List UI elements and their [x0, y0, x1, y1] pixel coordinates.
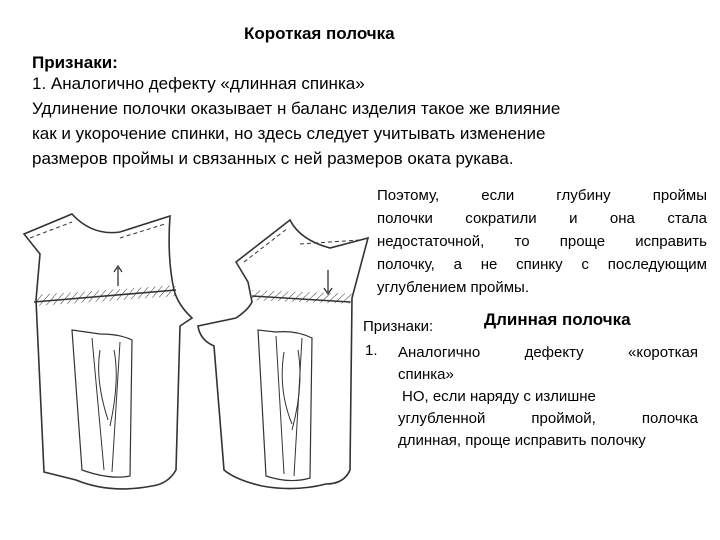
- right-front-pattern: [198, 220, 368, 489]
- paragraph-line: полочки сократили и она стала: [377, 210, 707, 227]
- signs-label: Признаки:: [32, 53, 118, 72]
- paragraph-line: полочку, а не спинку с последующим: [377, 256, 707, 273]
- item-line: длинная, проще исправить полочку: [398, 432, 646, 449]
- text-line: Удлинение полочки оказывает н баланс изделия такое же влияние: [32, 99, 561, 118]
- title-long-front: Длинная полочка: [484, 310, 631, 329]
- item-line: НО, если наряду с излишне: [402, 388, 596, 405]
- item-line: спинка»: [398, 366, 454, 383]
- paragraph-line: Поэтому, если глубину проймы: [377, 187, 707, 204]
- signs-label-2: Признаки:: [363, 318, 434, 335]
- text-line: как и укорочение спинки, но здесь следует учитывать изменение: [32, 124, 546, 143]
- left-front-pattern: [24, 214, 192, 489]
- text-line: 1. Аналогично дефекту «длинная спинка»: [32, 74, 365, 93]
- paragraph-line: недостаточной, то проще исправить: [377, 233, 707, 250]
- paragraph-line: углублением проймы.: [377, 279, 530, 296]
- item-number: 1.: [365, 342, 378, 359]
- item-line: углубленной проймой, полочка: [398, 410, 698, 427]
- title-short-front: Короткая полочка: [244, 24, 395, 43]
- text-line: размеров проймы и связанных с ней размеров оката рукава.: [32, 149, 514, 168]
- item-line: Аналогично дефекту «короткая: [398, 344, 698, 361]
